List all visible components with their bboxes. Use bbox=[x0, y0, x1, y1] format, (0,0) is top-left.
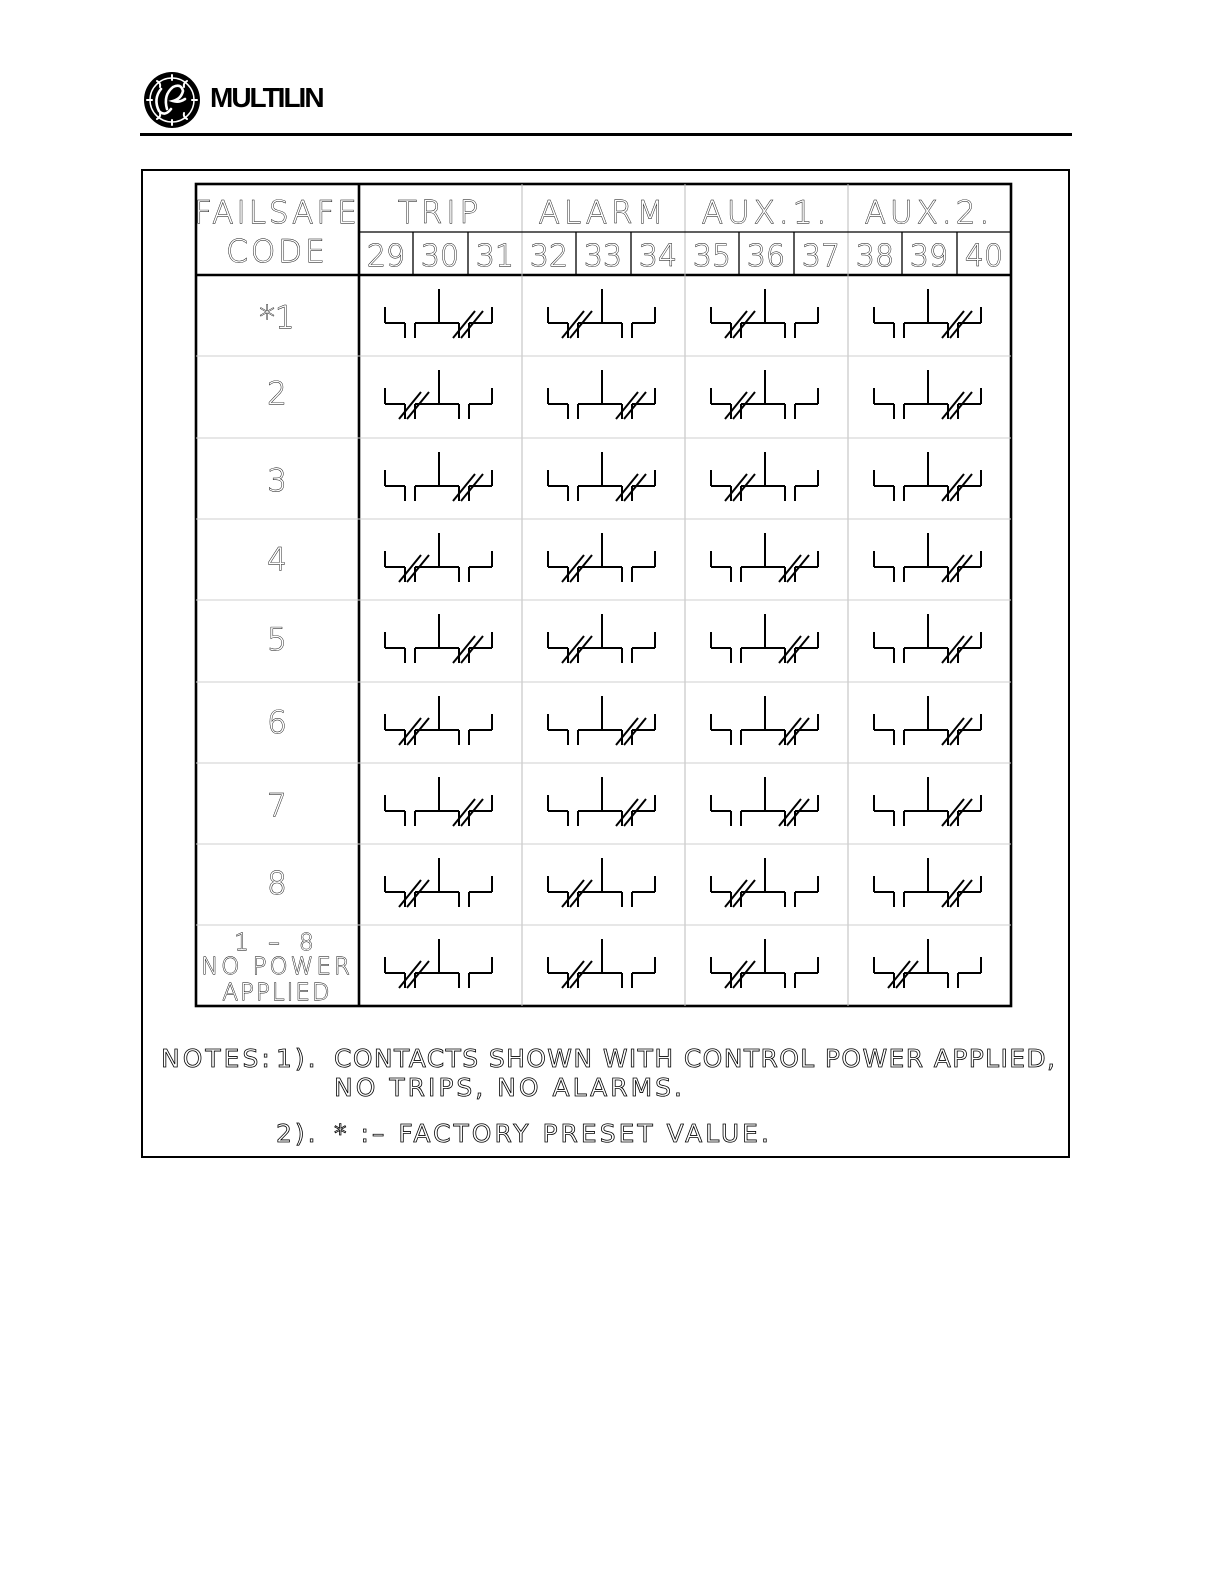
contact-symbol-open-closed bbox=[385, 289, 492, 338]
terminal-40: 40 bbox=[964, 239, 1004, 274]
row-code-line: NO POWER bbox=[201, 954, 353, 980]
row-code: 5 bbox=[267, 622, 287, 658]
row-codes bbox=[201, 300, 353, 1006]
terminal-31: 31 bbox=[475, 239, 515, 274]
notes bbox=[161, 1044, 1058, 1148]
group-label-trip: TRIP bbox=[397, 195, 483, 231]
terminal-37: 37 bbox=[801, 239, 841, 274]
contact-symbol-closed-open bbox=[711, 452, 818, 501]
contact-symbol-open-closed bbox=[711, 614, 818, 663]
contact-symbol-open-closed bbox=[874, 777, 981, 826]
contact-symbol-open-closed bbox=[711, 533, 818, 582]
row-code: 2 bbox=[267, 376, 287, 412]
contact-symbol-open-closed bbox=[711, 696, 818, 745]
contact-symbol-closed-open bbox=[711, 289, 818, 338]
row-dividers bbox=[196, 356, 1011, 925]
contact-symbol-open-closed bbox=[548, 777, 655, 826]
contact-symbol-open-closed bbox=[874, 370, 981, 419]
terminal-39: 39 bbox=[909, 239, 949, 274]
row-code-line: 1 – 8 bbox=[234, 930, 320, 956]
contact-symbol-open-closed bbox=[548, 452, 655, 501]
brand-name: MULTILIN bbox=[210, 82, 323, 113]
terminal-32: 32 bbox=[529, 239, 569, 274]
contact-symbol-closed-open bbox=[874, 939, 981, 988]
contact-symbol-closed-open bbox=[385, 370, 492, 419]
contact-symbol-closed-open bbox=[548, 533, 655, 582]
ge-monogram-icon bbox=[143, 71, 201, 129]
terminal-29: 29 bbox=[366, 239, 406, 274]
contact-symbol-closed-open bbox=[385, 939, 492, 988]
contact-symbols bbox=[385, 289, 981, 988]
contact-symbol-open-closed bbox=[874, 614, 981, 663]
contact-symbol-closed-open bbox=[548, 289, 655, 338]
terminal-34: 34 bbox=[638, 239, 678, 274]
contact-symbol-open-closed bbox=[385, 777, 492, 826]
contact-symbol-open-closed bbox=[548, 696, 655, 745]
contact-symbol-closed-open bbox=[548, 858, 655, 907]
table-grid bbox=[196, 184, 1011, 1006]
contact-symbol-closed-open bbox=[711, 858, 818, 907]
row-code: 3 bbox=[267, 463, 287, 499]
terminal-35: 35 bbox=[692, 239, 732, 274]
note2-number: 2). bbox=[276, 1119, 319, 1148]
contact-symbol-closed-open bbox=[385, 696, 492, 745]
contact-symbol-closed-open bbox=[385, 533, 492, 582]
contact-symbol-open-closed bbox=[874, 696, 981, 745]
contact-symbol-open-closed bbox=[874, 452, 981, 501]
contact-symbol-open-closed bbox=[548, 370, 655, 419]
contact-symbol-closed-open bbox=[711, 370, 818, 419]
terminal-36: 36 bbox=[746, 239, 786, 274]
contact-symbol-open-closed bbox=[385, 614, 492, 663]
group-label-aux1: AUX.1. bbox=[701, 195, 831, 231]
row-code: 4 bbox=[267, 542, 287, 578]
note1-line1: CONTACTS SHOWN WITH CONTROL POWER APPLIED, bbox=[334, 1044, 1058, 1073]
row-code: 8 bbox=[267, 866, 287, 902]
row-code: 6 bbox=[267, 705, 287, 741]
contact-symbol-open-closed bbox=[711, 777, 818, 826]
row-code: 7 bbox=[267, 788, 287, 824]
contact-symbol-open-closed bbox=[874, 533, 981, 582]
contact-symbol-closed-open bbox=[711, 939, 818, 988]
contact-symbol-closed-open bbox=[548, 614, 655, 663]
group-label-aux2: AUX.2. bbox=[864, 195, 994, 231]
code-header-line1: FAILSAFE bbox=[194, 195, 360, 231]
page-header bbox=[140, 68, 1072, 136]
note2-text: * :– FACTORY PRESET VALUE. bbox=[334, 1119, 772, 1148]
contact-symbol-closed-open bbox=[385, 858, 492, 907]
contact-symbol-open-closed bbox=[874, 289, 981, 338]
note1-number: 1). bbox=[276, 1044, 319, 1073]
terminal-33: 33 bbox=[583, 239, 623, 274]
row-code: *1 bbox=[259, 300, 295, 336]
contact-symbol-closed-open bbox=[548, 939, 655, 988]
contact-symbol-open-closed bbox=[874, 858, 981, 907]
group-label-alarm: ALARM bbox=[538, 195, 668, 231]
row-code-line: APPLIED bbox=[222, 980, 332, 1006]
failsafe-code-drawing bbox=[143, 171, 1072, 1160]
terminal-30: 30 bbox=[420, 239, 460, 274]
header-rule bbox=[140, 133, 1072, 136]
figure-frame bbox=[141, 169, 1070, 1158]
note1-line2: NO TRIPS, NO ALARMS. bbox=[334, 1073, 685, 1102]
terminal-38: 38 bbox=[855, 239, 895, 274]
contact-symbol-open-closed bbox=[385, 452, 492, 501]
code-header-line2: CODE bbox=[226, 234, 328, 270]
notes-label: NOTES: bbox=[161, 1044, 273, 1073]
